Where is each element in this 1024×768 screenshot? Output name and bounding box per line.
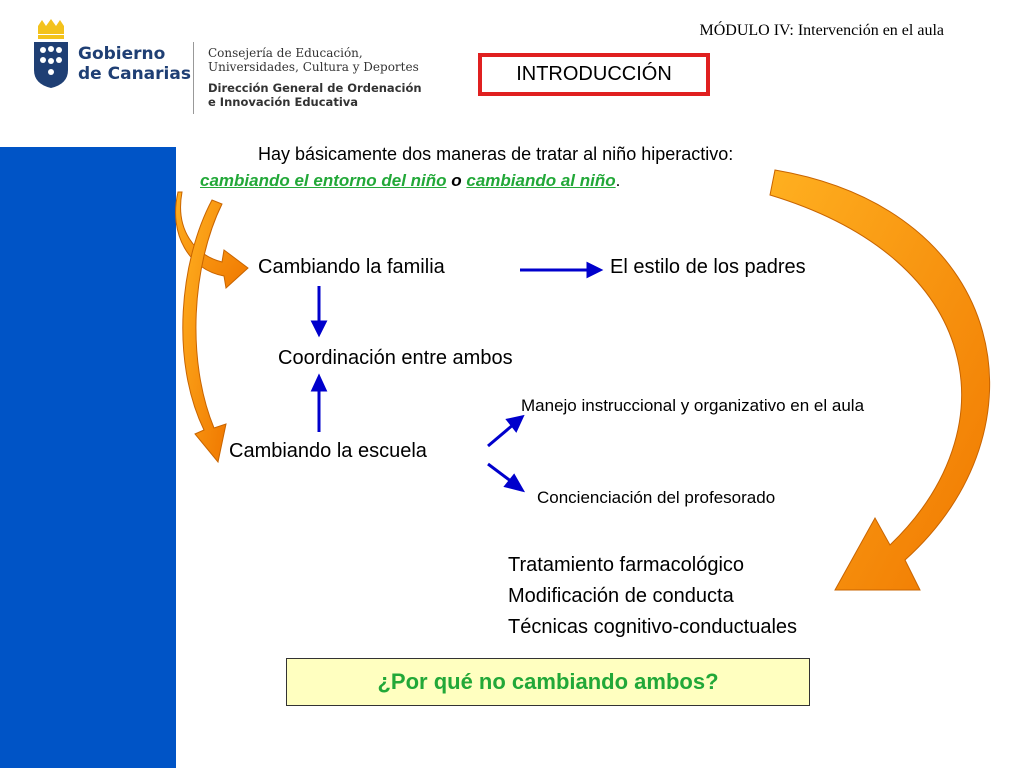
node-parents-style: El estilo de los padres	[610, 256, 806, 278]
page-title-text: INTRODUCCIÓN	[516, 63, 672, 85]
treatments-list	[508, 550, 797, 643]
question-text: ¿Por qué no cambiando ambos?	[377, 669, 719, 694]
arrow-school-to-management	[488, 424, 514, 446]
option-connector: o	[451, 171, 462, 190]
intro-end: .	[615, 171, 621, 190]
node-coordination: Coordinación entre ambos	[278, 347, 513, 369]
dept-line2: Universidades, Cultura y Deportes	[208, 60, 419, 74]
treatment-item: Modificación de conducta	[508, 585, 734, 607]
node-teacher-awareness: Concienciación del profesorado	[537, 488, 776, 507]
node-family: Cambiando la familia	[258, 256, 445, 278]
intro-options	[200, 171, 620, 191]
module-header: MÓDULO IV: Intervención en el aula	[699, 22, 944, 39]
node-school: Cambiando la escuela	[229, 440, 427, 462]
dept-line3: Dirección General de Ordenación	[208, 81, 422, 95]
curved-arrow-right	[770, 170, 990, 590]
node-classroom-management: Manejo instruccional y organizativo en el aula	[521, 396, 865, 415]
intro-text: Hay básicamente dos maneras de tratar al niño hiperactivo:	[258, 144, 734, 164]
treatment-item: Técnicas cognitivo-conductuales	[508, 616, 798, 638]
dept-line1: Consejería de Educación,	[208, 46, 363, 60]
dept-line4: e Innovación Educativa	[208, 95, 359, 109]
option-change-environment: cambiando el entorno del niño	[200, 171, 447, 190]
org-name-line1: Gobierno	[78, 44, 166, 64]
arrow-school-to-awareness	[488, 464, 512, 482]
question-box	[286, 658, 810, 706]
treatment-item: Tratamiento farmacológico	[508, 554, 745, 576]
org-name-line2: de Canarias	[78, 64, 191, 84]
option-change-child: cambiando al niño	[466, 171, 616, 190]
